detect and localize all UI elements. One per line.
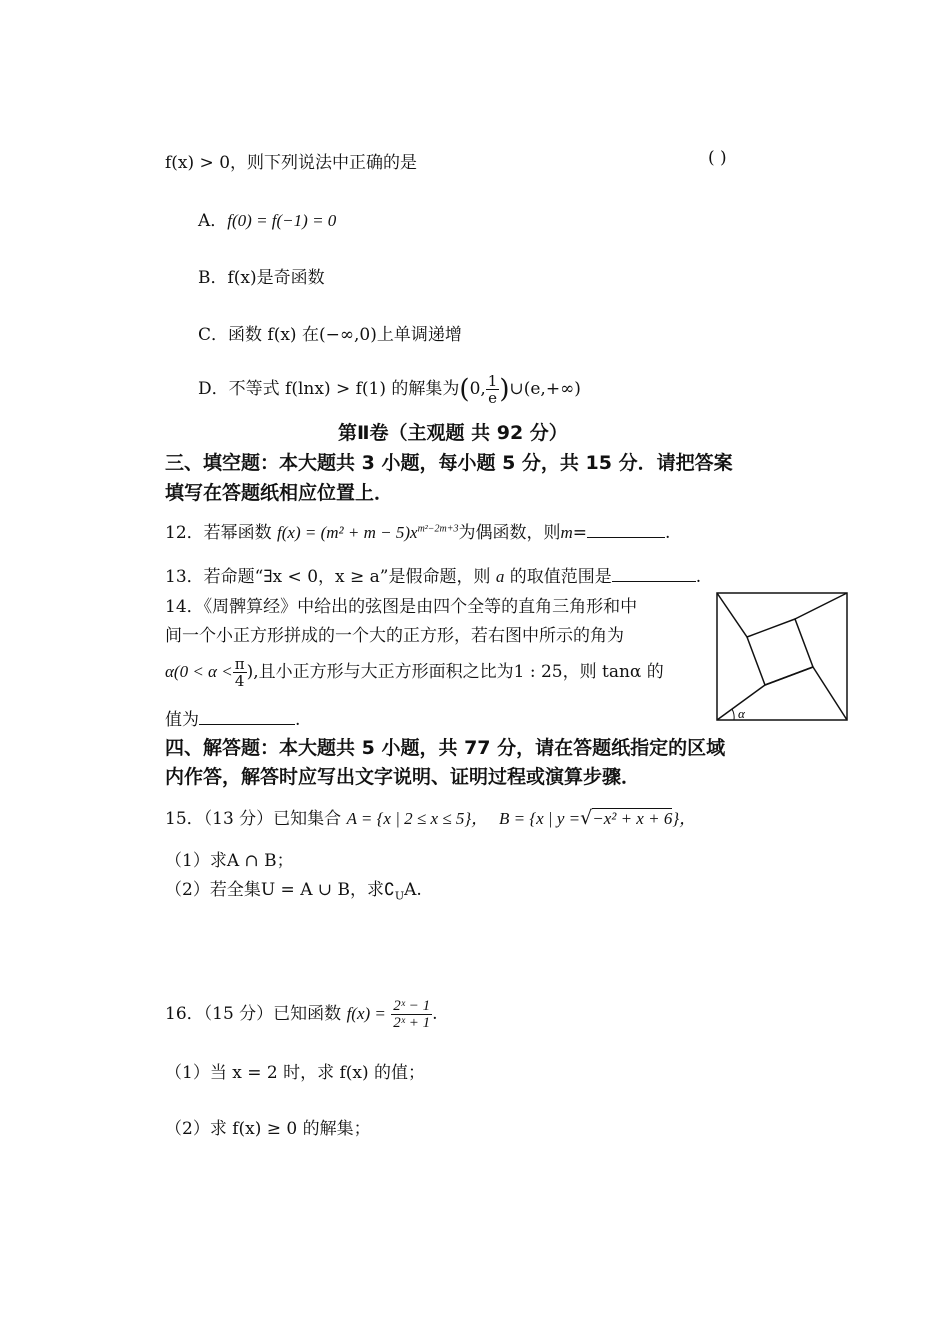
question-15-part2: （2）若全集U = A ∪ B，求$∁_UA$. [165,880,422,903]
option-d: D．不等式 f(lnx) > f(1) 的解集为(0, $\frac{1}{e}$ )∪(e,+∞) [198,371,581,407]
option-a: A．f(0) = f(−1) = 0 [198,211,337,231]
question-16: 16．（15 分）已知函数 f(x) = $\frac{\text{2ˣ − 1}}{\text{2ˣ + 1}}$ . [165,997,438,1031]
question-12: 12．若幂函数 $f(x) = (m^2 + m - 5)x^{m^2-2m+3}$为偶函数，则m= . [165,523,671,543]
option-b: B．f(x)是奇函数 [198,268,325,288]
angle-alpha-label: α [738,706,745,721]
answer-blank[interactable] [587,536,665,538]
section4-heading: 四、解答题：本大题共 5 小题，共 77 分，请在答题纸指定的区域 [165,737,726,759]
question-16-part2: （2）求 f(x) ≥ 0 的解集； [165,1119,371,1139]
option-c: C．函数 f(x) 在(−∞,0)上单调递增 [198,325,462,345]
question-14-line2: 间一个小正方形拼成的一个大的正方形，若右图中所示的角为 [165,626,624,646]
part2-title: 第Ⅱ卷（主观题 共 92 分） [338,422,568,444]
answer-blank[interactable] [199,723,295,725]
question-13: 13．若命题“∃x < 0，x ≥ a”是假命题，则 a 的取值范围是 . [165,567,702,587]
question-14-line4: 值为 . [165,710,301,730]
question-14-line3: α(0 < α < $\frac{\pi}{4}$ ),且小正方形与大正方形面积之比为1 : 25，则 tanα 的 [165,654,664,690]
section3-heading-cont: 填写在答题纸相应位置上． [165,482,394,504]
section3-heading: 三、填空题：本大题共 3 小题，每小题 5 分，共 15 分．请把答案 [165,452,733,474]
question-15-part1: （1）求A ∩ B； [165,851,294,871]
question-16-part1: （1）当 x = 2 时，求 f(x) 的值； [165,1063,426,1083]
question-14-line1: 14．《周髀算经》中给出的弦图是由四个全等的直角三角形和中 [165,597,638,617]
answer-paren: ( ) [708,148,727,168]
xian-diagram [716,592,850,722]
answer-blank[interactable] [612,580,696,582]
section4-heading-cont: 内作答，解答时应写出文字说明、证明过程或演算步骤． [165,766,641,788]
question-15: 15．（13 分）已知集合 A = {x | 2 ≤ x ≤ 5}， B = {x | y =√−x² + x + 6}， [165,807,697,829]
q11-intro: f(x) > 0，则下列说法中正确的是 [165,153,418,173]
